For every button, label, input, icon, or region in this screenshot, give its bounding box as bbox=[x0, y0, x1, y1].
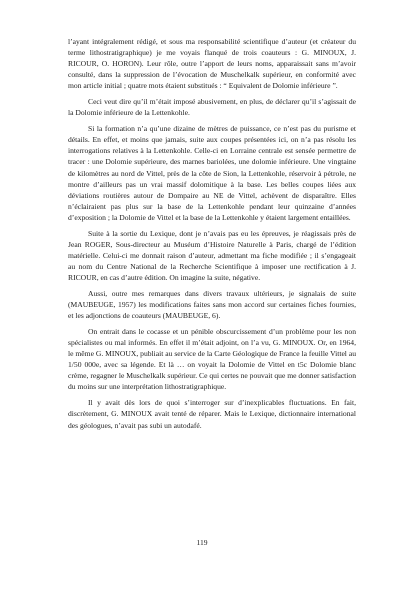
page-number: 119 bbox=[196, 538, 208, 547]
paragraph-4: Suite à la sortie du Lexique, dont je n’avais pas eu les épreuves, je réagissais près de Jean ROGER, Sous-directeur au Muséum d’Histoire Naturelle à Paris, chargé de l’édition matérielle. Celui-ci me donnait raison d’auteur, admettant ma fiche modifiée ; il s’engageait au nom du Centre National de la Recherche Scientifique à imposer une rectification à J. RICOUR, en cas d’autre édition. On imagine la suite, négative. bbox=[68, 228, 356, 282]
paragraph-3: Si la formation n’a qu’une dizaine de mètres de puissance, ce n’est pas du purisme et détails. En effet, et moins que jamais, suite aux coupes présentées ici, on n’a pas résolu les interrogations relatives à la Lettenkohle. Celle-ci en Lorraine centrale est sensée permettre de tracer : une Dolomie supérieure, des marnes bariolées, une dolomie inférieure. Une vingtaine de kilomètres au nord de Vittel, près de la côte de Sion, la Lettenkohle, réservoir à pétrole, ne montre d’ailleurs pas un vrai massif dolomitique à la base. Les belles coupes liées aux déviations routières autour de Dompaire au NE de Vittel, achèvent de disparaître. Elles n’éclairaient pas plus sur la base de la Lettenkohle pendant leur quinzaine d’années d’exposition ; la Dolomie de Vittel et la base de la Lettenkohle y étaient largement entaillées. bbox=[68, 124, 356, 222]
paragraph-6: On entrait dans le cocasse et un pénible obscurcissement d’un problème pour les non spécialistes ou mal informés. En effet il m’était adjoint, on l’a vu, G. MINOUX. Or, en 1964, le même G. MINOUX, publiait au service de la Carte Géologique de France la feuille Vittel au 1/50 000e, avec sa légende. Et là … on voyait la Dolomie de Vittel en t5c Dolomie blanc crème, regagner le Muschelkalk supérieur. Ce qui certes ne pouvait que me donner satisfaction du moins sur une interprétation lithostratigraphique. bbox=[68, 327, 356, 392]
paragraph-1: l’ayant intégralement rédigé, et sous ma responsabilité scientifique d’auteur (et créateur du terme lithostratigraphique) je me voyais flanqué de trois coauteurs : G. MINOUX, J. RICOUR, O. HORON). Leur rôle, outre l’apport de leurs noms, apparaissait sans m’avoir consulté, dans la suppression de l’évocation de Muschelkalk supérieur, en conformité avec mon article initial ; quatre mots étaient substitués : “ Equivalent de Dolomie inférieure ”. bbox=[68, 37, 356, 91]
paragraph-7: Il y avait dès lors de quoi s’interroger sur d’inexplicables fluctuations. En fait, discrètement, G. MINOUX avait tenté de réparer. Mais le Lexique, dictionnaire international des géologues, n’avait pas subi un autodafé. bbox=[68, 398, 356, 430]
paragraph-5: Aussi, outre mes remarques dans divers travaux ultérieurs, je signalais de suite (MAUBEUGE, 1957) les modifications faites sans mon accord sur certaines fiches fournies, et les adjonctions de coauteurs (MAUBEUGE, 6). bbox=[68, 288, 356, 321]
paragraph-2: Ceci veut dire qu’il m’était imposé abusivement, en plus, de déclarer qu’il s’agissait de la Dolomie inférieure de la Lettenkohle. bbox=[68, 97, 356, 118]
body-text bbox=[68, 36, 356, 436]
